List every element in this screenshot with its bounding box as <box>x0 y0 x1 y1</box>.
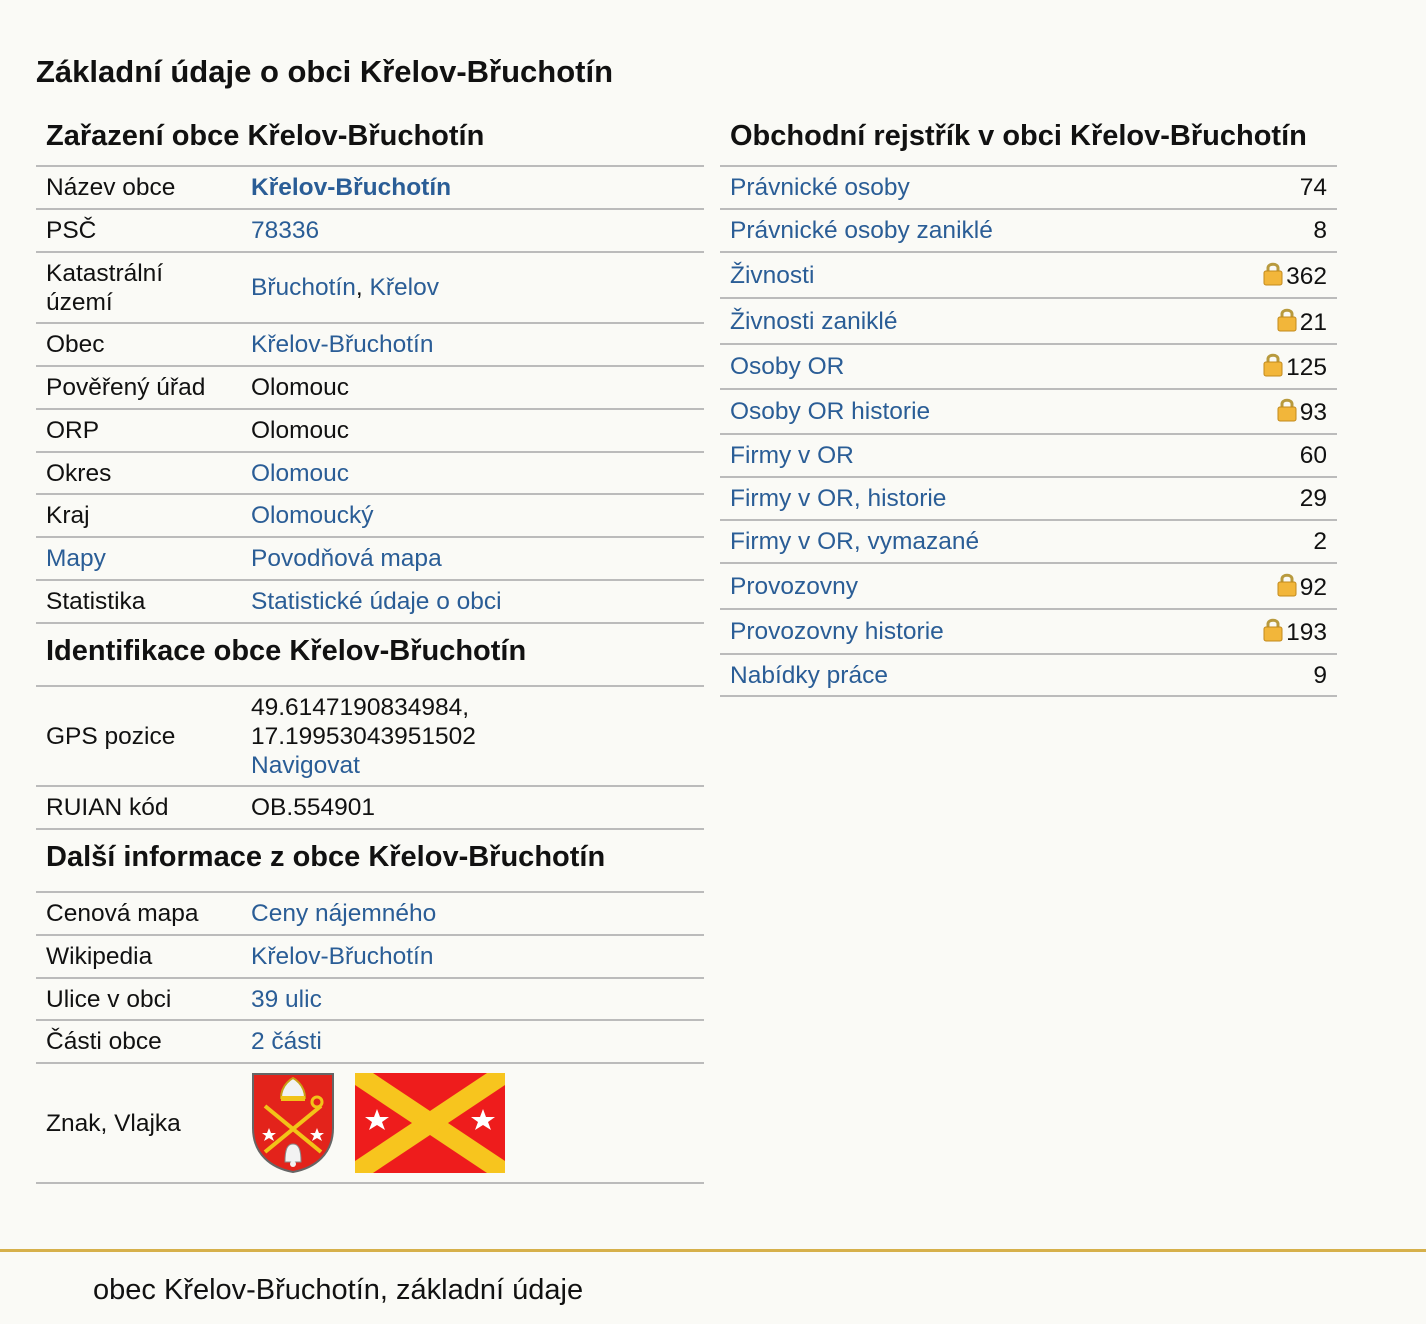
count-value: 8 <box>1313 217 1327 244</box>
table-row <box>36 1020 704 1063</box>
navigovat-link[interactable]: Navigovat <box>251 751 360 779</box>
row-label: Pověřený úřad <box>36 366 241 409</box>
ulice-link[interactable]: 39 ulic <box>251 985 322 1013</box>
rejstrik-link[interactable]: Právnické osoby <box>730 174 910 201</box>
count-value: 93 <box>1299 399 1327 426</box>
row-label: Kraj <box>36 494 241 537</box>
row-label: RUIAN kód <box>36 786 241 829</box>
table-row <box>36 167 704 209</box>
rejstrik-link[interactable]: Živnosti zaniklé <box>730 307 898 335</box>
count-value: 193 <box>1286 619 1327 646</box>
table-row <box>36 409 704 452</box>
count-value: 29 <box>1299 485 1327 512</box>
separator: , <box>355 274 370 301</box>
row-label: Obec <box>36 323 241 366</box>
count-value: 92 <box>1299 573 1327 601</box>
right-column <box>720 112 1337 697</box>
table-row <box>720 609 1337 654</box>
rejstrik-link[interactable]: Osoby OR <box>730 353 845 380</box>
table-row <box>36 494 704 537</box>
kraj-link[interactable]: Olomoucký <box>251 502 374 529</box>
lock-icon <box>1263 260 1283 286</box>
lock-icon <box>1263 351 1283 377</box>
ceny-najemneho-link[interactable]: Ceny nájemného <box>251 900 437 927</box>
section-heading-dalsi: Další informace z obce Křelov-Břuchotín <box>36 830 704 893</box>
table-row <box>36 580 704 623</box>
table-row <box>36 978 704 1020</box>
table-row <box>36 537 704 580</box>
row-label: ORP <box>36 409 241 452</box>
coat-of-arms-icon[interactable] <box>251 1072 335 1174</box>
rejstrik-link[interactable]: Nabídky práce <box>730 661 888 689</box>
zarazeni-table <box>36 167 704 624</box>
row-label: Název obce <box>36 167 241 209</box>
table-row <box>36 786 704 829</box>
rejstrik-link[interactable]: Firmy v OR, vymazané <box>730 528 980 555</box>
row-label: GPS pozice <box>36 687 241 786</box>
table-row <box>36 452 704 494</box>
casti-link[interactable]: 2 části <box>251 1028 322 1055</box>
page-title: Základní údaje o obci Křelov-Břuchotín <box>36 54 614 89</box>
identifikace-table <box>36 687 704 830</box>
table-row <box>720 563 1337 609</box>
gps-lat: 49.6147190834984, <box>251 693 469 721</box>
rejstrik-link[interactable]: Právnické osoby zaniklé <box>730 217 993 244</box>
table-row <box>36 366 704 409</box>
table-row <box>720 389 1337 434</box>
flag-icon[interactable] <box>355 1073 505 1173</box>
row-label: Katastrální území <box>36 252 241 323</box>
rejstrik-link[interactable]: Osoby OR historie <box>730 398 931 425</box>
rejstrik-table <box>720 167 1337 697</box>
okres-link[interactable]: Olomouc <box>251 459 350 487</box>
row-label: Části obce <box>36 1020 241 1063</box>
ruian-value: OB.554901 <box>241 786 704 829</box>
table-row <box>720 654 1337 696</box>
gps-lon: 17.19953043951502 <box>251 722 476 750</box>
count-value: 2 <box>1313 528 1327 555</box>
rejstrik-link[interactable]: Provozovny <box>730 572 859 600</box>
dalsi-table <box>36 893 704 1184</box>
table-row <box>720 520 1337 563</box>
row-label: Okres <box>36 452 241 494</box>
rejstrik-link[interactable]: Firmy v OR <box>730 442 854 469</box>
povodnova-mapa-link[interactable]: Povodňová mapa <box>251 545 442 572</box>
count-value: 60 <box>1299 442 1327 469</box>
row-label: Ulice v obci <box>36 978 241 1020</box>
rejstrik-link[interactable]: Firmy v OR, historie <box>730 485 947 512</box>
table-row <box>36 935 704 978</box>
table-row <box>720 477 1337 520</box>
rejstrik-link[interactable]: Provozovny historie <box>730 618 944 645</box>
table-row <box>36 323 704 366</box>
statistika-link[interactable]: Statistické údaje o obci <box>251 588 502 615</box>
table-row <box>720 298 1337 344</box>
left-column <box>36 112 704 1184</box>
table-row <box>720 252 1337 298</box>
rejstrik-link[interactable]: Živnosti <box>730 261 815 289</box>
table-row <box>36 252 704 323</box>
count-value: 9 <box>1313 661 1327 689</box>
table-row <box>720 167 1337 209</box>
lock-icon <box>1277 396 1297 422</box>
lock-icon <box>1263 616 1283 642</box>
table-row <box>720 209 1337 252</box>
row-label: Statistika <box>36 580 241 623</box>
table-row <box>36 687 704 786</box>
lock-icon <box>1277 306 1297 332</box>
section-heading-identifikace: Identifikace obce Křelov-Břuchotín <box>36 624 704 687</box>
count-value: 362 <box>1286 262 1327 290</box>
table-row <box>720 434 1337 477</box>
katastr-krelov-link[interactable]: Křelov <box>369 274 439 301</box>
katastr-bruchotin-link[interactable]: Břuchotín <box>251 274 356 301</box>
table-row <box>36 893 704 935</box>
obec-name-link[interactable]: Křelov-Břuchotín <box>251 174 452 201</box>
wikipedia-link[interactable]: Křelov-Břuchotín <box>251 943 434 970</box>
emblems <box>251 1072 694 1174</box>
row-label: PSČ <box>36 209 241 252</box>
footer-text: obec Křelov-Břuchotín, základní údaje <box>93 1274 584 1306</box>
footer-divider <box>0 1249 1426 1252</box>
row-value: Olomouc <box>241 409 704 452</box>
obec-link[interactable]: Křelov-Břuchotín <box>251 331 434 358</box>
row-label: Znak, Vlajka <box>36 1063 241 1183</box>
lock-icon <box>1277 571 1297 597</box>
count-value: 125 <box>1286 354 1327 381</box>
row-label: Wikipedia <box>36 935 241 978</box>
count-value: 21 <box>1299 308 1327 336</box>
section-heading-zarazeni: Zařazení obce Křelov-Břuchotín <box>36 112 704 167</box>
count-value: 74 <box>1299 174 1327 201</box>
table-row <box>720 344 1337 389</box>
mapy-link[interactable]: Mapy <box>46 545 106 572</box>
table-row <box>36 1063 704 1183</box>
row-label: Cenová mapa <box>36 893 241 935</box>
table-row <box>36 209 704 252</box>
psc-link[interactable]: 78336 <box>251 217 320 244</box>
section-heading-rejstrik: Obchodní rejstřík v obci Křelov-Břuchotín <box>720 112 1337 167</box>
row-value: Olomouc <box>241 366 704 409</box>
